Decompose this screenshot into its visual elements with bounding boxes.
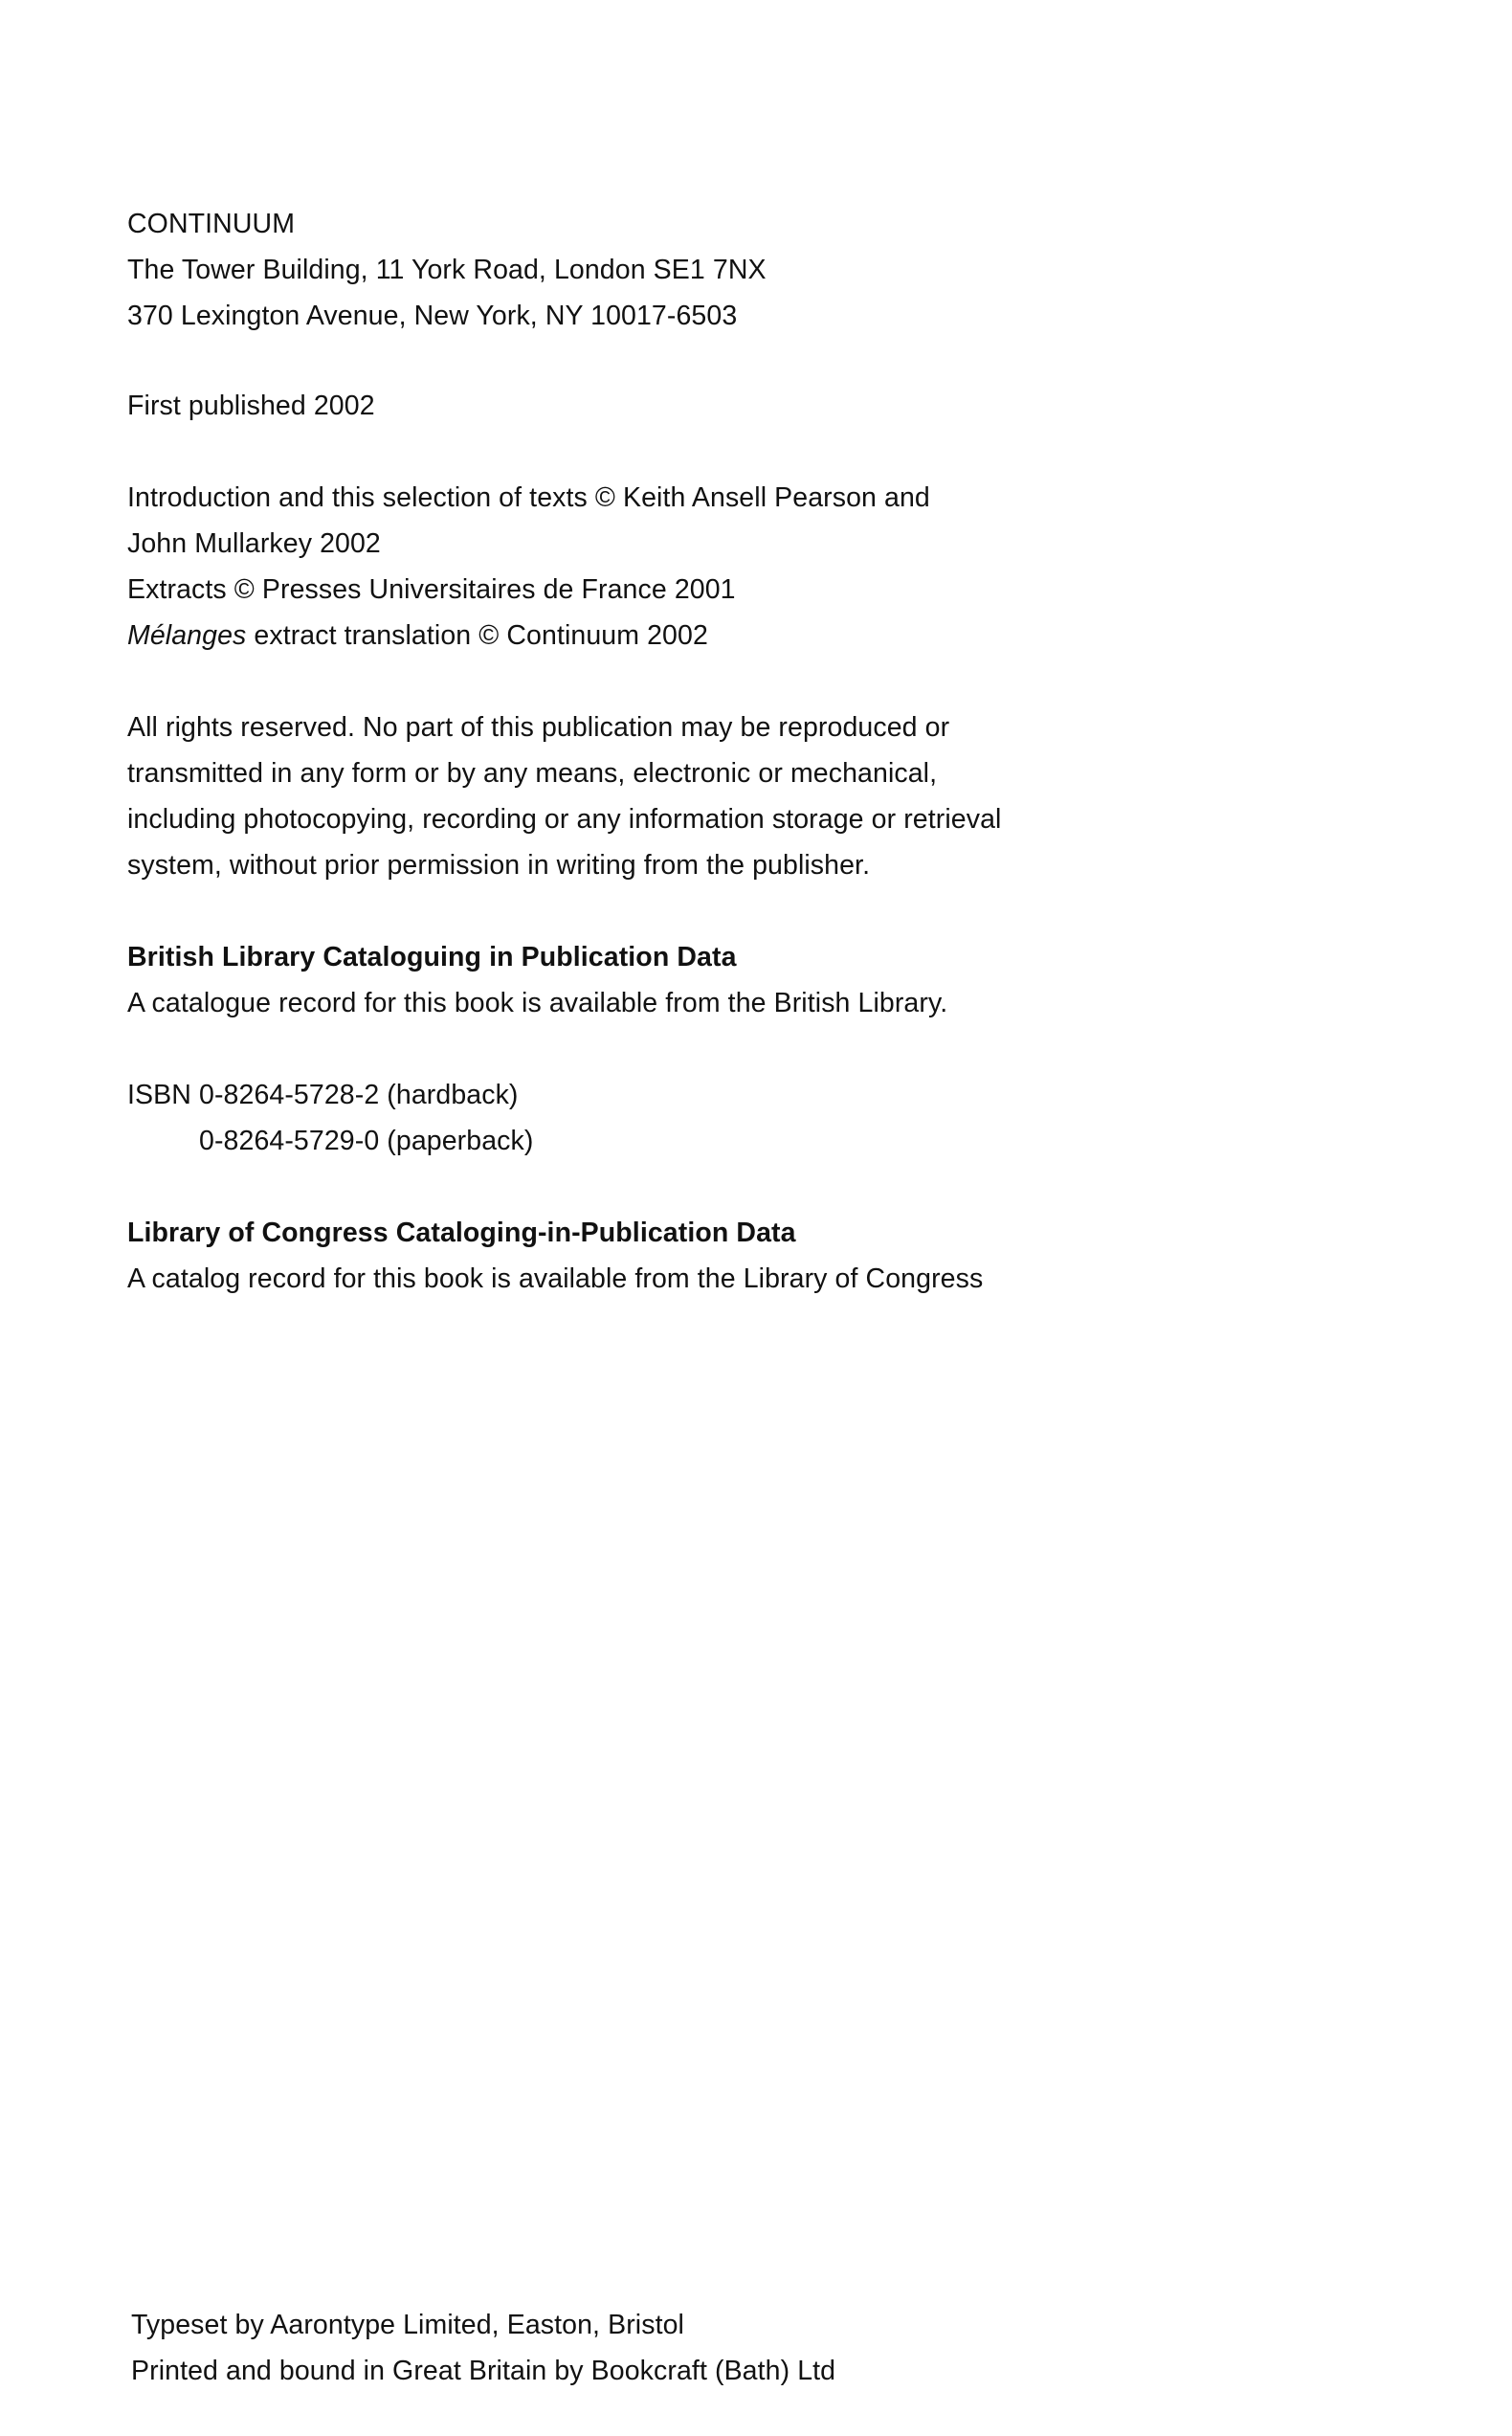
publisher-name: CONTINUUM bbox=[127, 209, 296, 239]
isbn-hardback: 0-8264-5728-2 (hardback) bbox=[199, 1080, 519, 1110]
publisher-block bbox=[127, 201, 767, 339]
printing-block bbox=[131, 2302, 835, 2394]
copyright-notice-introduction-cont: John Mullarkey 2002 bbox=[127, 528, 381, 559]
first-published-line: First published 2002 bbox=[127, 391, 375, 421]
copyright-notice-extracts: Extracts © Presses Universitaires de France 2001 bbox=[127, 574, 736, 605]
isbn-paperback-row bbox=[127, 1118, 533, 1164]
british-library-heading: British Library Cataloguing in Publication Data bbox=[127, 942, 737, 972]
british-library-text: A catalogue record for this book is available from the British Library. bbox=[127, 988, 948, 1018]
isbn-label: ISBN bbox=[127, 1080, 191, 1110]
british-library-block bbox=[127, 934, 947, 1026]
isbn-paperback: 0-8264-5729-0 (paperback) bbox=[199, 1126, 534, 1156]
library-of-congress-block bbox=[127, 1210, 983, 1302]
rights-reserved-line-3: including photocopying, recording or any information storage or retrieval bbox=[127, 804, 1002, 835]
typeset-line: Typeset by Aarontype Limited, Easton, Bristol bbox=[131, 2310, 684, 2340]
rights-reserved-line-1: All rights reserved. No part of this publication may be reproduced or bbox=[127, 712, 950, 743]
rights-reserved-line-4: system, without prior permission in writing from the publisher. bbox=[127, 850, 871, 881]
library-of-congress-text: A catalog record for this book is available from the Library of Congress bbox=[127, 1263, 984, 1294]
isbn-block bbox=[127, 1072, 533, 1164]
first-published-block bbox=[127, 383, 375, 429]
copyright-notice-translation bbox=[127, 613, 930, 659]
copyright-notice-introduction: Introduction and this selection of texts © Keith Ansell Pearson and bbox=[127, 482, 930, 513]
printed-line: Printed and bound in Great Britain by Bookcraft (Bath) Ltd bbox=[131, 2356, 836, 2386]
library-of-congress-heading: Library of Congress Cataloging-in-Publication Data bbox=[127, 1218, 796, 1248]
rights-reserved-block bbox=[127, 704, 1001, 888]
isbn-hardback-row bbox=[127, 1072, 533, 1118]
copyright-notices-block bbox=[127, 475, 930, 659]
publisher-address-new-york: 370 Lexington Avenue, New York, NY 10017-6503 bbox=[127, 301, 738, 331]
melanges-title: Mélanges bbox=[127, 620, 247, 651]
publisher-address-london: The Tower Building, 11 York Road, London SE1 7NX bbox=[127, 255, 767, 285]
rights-reserved-line-2: transmitted in any form or by any means, electronic or mechanical, bbox=[127, 758, 938, 789]
translation-notice-text: extract translation © Continuum 2002 bbox=[246, 620, 708, 651]
